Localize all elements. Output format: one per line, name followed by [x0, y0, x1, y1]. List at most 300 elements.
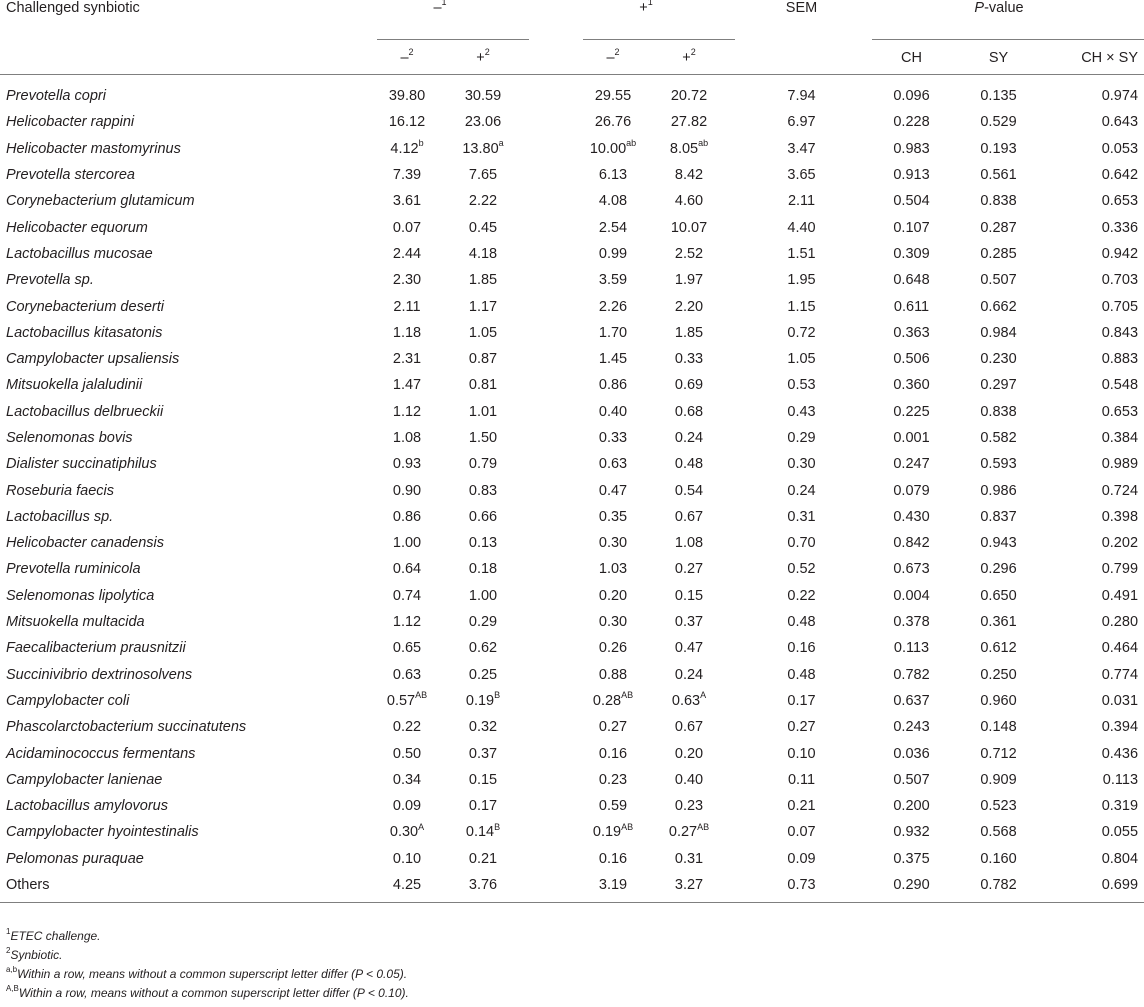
pvalue-sy: 0.960 [980, 692, 1017, 709]
species-name: Corynebacterium deserti [6, 298, 164, 315]
pvalue-sy: 0.838 [980, 403, 1017, 420]
mean-value: 0.30 [598, 614, 628, 631]
mean-value: 0.26 [598, 640, 628, 657]
species-name: Prevotella sp. [6, 272, 94, 289]
mean-value: 0.67 [674, 719, 704, 736]
subheader-ch: CH [854, 30, 951, 75]
mean-value: 0.63 [392, 666, 422, 683]
table-row [0, 75, 1144, 110]
mean-value: 3.27 [643, 872, 749, 903]
table-row [0, 346, 1144, 372]
species-name: Acidaminococcus fermentans [6, 745, 196, 762]
mean-value: 2.30 [392, 272, 422, 289]
column-header-species: Challenged synbiotic [6, 0, 140, 16]
pvalue-sy: 0.250 [980, 666, 1017, 683]
pvalue-sy: 0.986 [980, 482, 1017, 499]
mean-value: 1.50 [468, 430, 498, 446]
pvalue-ch: 0.107 [893, 219, 930, 236]
mean-value: 0.47 [598, 482, 628, 499]
mean-value: 0.50 [392, 745, 422, 762]
table-row [0, 214, 1144, 240]
pvalue-ch: 0.004 [893, 587, 930, 604]
pvalue-chxsy: 0.464 [1101, 640, 1139, 657]
significance-letter: A [700, 690, 707, 701]
sem-value: 0.73 [749, 872, 854, 903]
pvalue-ch: 0.611 [893, 298, 930, 315]
mean-value: 0.32 [468, 719, 498, 736]
sem-value: 0.21 [787, 798, 816, 815]
pvalue-sy: 0.148 [980, 719, 1017, 736]
species-name: Helicobacter mastomyrinus [6, 140, 181, 157]
mean-value: 4.12$^b$ [390, 137, 424, 157]
mean-value: 0.62 [468, 640, 498, 657]
pvalue-chxsy: 0.699 [1046, 872, 1144, 903]
pvalue-ch: 0.504 [893, 193, 930, 210]
mean-value: 0.18 [468, 561, 498, 578]
sem-value: 3.65 [787, 167, 816, 184]
species-name: Helicobacter canadensis [6, 535, 164, 552]
pvalue-chxsy: 0.774 [1101, 666, 1139, 683]
mean-value: 0.30 [598, 535, 628, 552]
pvalue-ch: 0.247 [893, 456, 930, 473]
mean-value: 3.19 [543, 872, 643, 903]
species-name: Lactobacillus kitasatonis [6, 324, 163, 341]
pvalue-sy: 0.160 [980, 850, 1017, 867]
mean-value: 0.37 [468, 745, 498, 762]
pvalue-ch: 0.430 [893, 508, 930, 525]
pvalue-sy: 0.297 [980, 377, 1017, 394]
table-row [0, 477, 1144, 503]
pvalue-chxsy: 0.113 [1102, 771, 1139, 788]
header-row-sub [0, 30, 1144, 75]
species-name: Others [0, 872, 337, 903]
table-row [0, 846, 1144, 872]
mean-value: 27.82 [670, 114, 708, 131]
mean-value: $0.28^{AB}$ [592, 690, 634, 709]
significance-letter: AB [621, 821, 634, 832]
significance-letter: AB [621, 690, 634, 701]
mean-value: 0.33 [598, 430, 628, 446]
table-row [0, 793, 1144, 819]
pvalue-chxsy: 0.319 [1101, 798, 1139, 815]
mean-value: 0.24 [674, 430, 704, 446]
species-name: Lactobacillus sp. [6, 508, 114, 525]
pvalue-sy: 0.230 [980, 351, 1017, 368]
subheader-sy: SY [951, 30, 1046, 75]
pvalue-sy: 0.568 [980, 824, 1017, 841]
column-header-sem: SEM [785, 0, 818, 16]
table-row [0, 425, 1144, 451]
table-row [0, 819, 1144, 845]
species-name: Helicobacter rappini [6, 114, 135, 131]
table-row [0, 372, 1144, 398]
pvalue-chxsy: 0.799 [1101, 561, 1139, 578]
mean-value: 0.65 [392, 640, 422, 657]
sem-value: 0.70 [787, 535, 816, 552]
footnotes [6, 927, 409, 1003]
sem-value: 0.31 [787, 508, 816, 525]
mean-value: 1.01 [468, 403, 498, 420]
mean-value: 2.22 [468, 193, 498, 210]
mean-value: 4.18 [468, 245, 498, 262]
mean-value: 1.70 [598, 324, 628, 341]
pvalue-chxsy: 0.883 [1101, 351, 1139, 368]
mean-value: 1.97 [674, 272, 704, 289]
sem-value: 0.09 [787, 850, 816, 867]
subheader-neg-pos: +$^2$ [437, 30, 543, 75]
mean-value: 10.07 [670, 219, 708, 236]
subheader-chxsy: CH × SY [1046, 30, 1144, 75]
table-row [0, 583, 1144, 609]
species-name: Lactobacillus delbrueckii [6, 403, 164, 420]
mean-value: 1.12 [392, 403, 422, 420]
sem-value: 6.97 [787, 114, 816, 131]
pvalue-ch: 0.200 [893, 798, 930, 815]
mean-value: 1.18 [392, 324, 422, 341]
pvalue-chxsy: 0.643 [1101, 114, 1139, 131]
pvalue-ch: 0.290 [854, 872, 951, 903]
sem-value: 0.29 [787, 430, 816, 446]
mean-value: 0.25 [468, 666, 498, 683]
mean-value: 0.90 [392, 482, 422, 499]
species-name: Lactobacillus amylovorus [6, 798, 168, 815]
pvalue-chxsy: 0.974 [1101, 88, 1139, 105]
mean-value: 0.40 [598, 403, 628, 420]
mean-value: 0.40 [674, 771, 704, 788]
pvalue-sy: 0.135 [980, 88, 1017, 105]
species-name: Prevotella copri [6, 88, 106, 105]
mean-value: 29.55 [594, 88, 632, 105]
mean-value: 0.16 [598, 850, 628, 867]
species-name: Mitsuokella jalaludinii [6, 377, 143, 394]
sem-value: 0.16 [787, 640, 816, 657]
pvalue-ch: 0.913 [893, 167, 930, 184]
mean-value: 3.76 [437, 872, 543, 903]
mean-value: 0.64 [392, 561, 422, 578]
species-name: Phascolarctobacterium succinatutens [6, 719, 247, 736]
pvalue-chxsy: 0.436 [1101, 745, 1139, 762]
mean-value: $0.57^{AB}$ [386, 690, 428, 709]
mean-value: 0.45 [468, 219, 498, 236]
sem-value: 1.05 [787, 351, 816, 368]
mean-value: 2.44 [392, 245, 422, 262]
mean-value: 0.87 [468, 351, 498, 368]
mean-value: 0.79 [468, 456, 498, 473]
pvalue-chxsy: 0.031 [1101, 692, 1139, 709]
pvalue-sy: 0.507 [980, 272, 1017, 289]
footnote: $^{a,b}$Within a row, means without a common superscript letter differ (P < 0.05). [6, 965, 408, 981]
pvalue-chxsy: 0.055 [1101, 824, 1139, 841]
pvalue-sy: 0.285 [980, 245, 1017, 262]
species-name: Lactobacillus mucosae [6, 245, 153, 262]
pvalue-sy: 0.838 [980, 193, 1017, 210]
mean-value: 39.80 [388, 88, 426, 105]
group-header-challenge-negative: –$^1$ [433, 0, 447, 16]
footnote: $^{A,B}$Within a row, means without a common superscript letter differ (P < 0.10). [6, 984, 409, 1000]
mean-value: 1.03 [598, 561, 628, 578]
table-row [0, 293, 1144, 319]
pvalue-ch: 0.228 [893, 114, 930, 131]
pvalue-ch: 0.001 [893, 430, 930, 446]
mean-value: 0.21 [468, 850, 498, 867]
pvalue-chxsy: 0.491 [1101, 587, 1139, 604]
pvalue-ch: 0.983 [893, 140, 930, 157]
pvalue-sy: 0.662 [980, 298, 1017, 315]
table-row [0, 530, 1144, 556]
significance-letter: B [494, 690, 501, 701]
pvalue-chxsy: 0.398 [1101, 508, 1139, 525]
species-name: Roseburia faecis [6, 482, 114, 499]
mean-value: 0.15 [468, 771, 498, 788]
pvalue-sy: 0.612 [980, 640, 1017, 657]
mean-value: 0.23 [674, 798, 704, 815]
mean-value: 0.59 [598, 798, 628, 815]
mean-value: 2.31 [392, 351, 422, 368]
mean-value: 1.00 [392, 535, 422, 552]
header-row-top [0, 0, 1144, 30]
pvalue-sy: 0.650 [980, 587, 1017, 604]
mean-value: $0.27^{AB}$ [668, 821, 710, 841]
pvalue-ch: 0.375 [893, 850, 930, 867]
sem-value: 0.30 [787, 456, 816, 473]
mean-value: 0.88 [598, 666, 628, 683]
species-name: Campylobacter coli [6, 692, 130, 709]
species-name: Selenomonas bovis [6, 430, 133, 446]
table-row [0, 714, 1144, 740]
species-name: Faecalibacterium prausnitzii [6, 640, 186, 657]
table-row [0, 504, 1144, 530]
pvalue-sy: 0.523 [980, 798, 1017, 815]
mean-value: 1.00 [468, 587, 498, 604]
pvalue-ch: 0.507 [893, 771, 930, 788]
mean-value: 1.85 [674, 324, 704, 341]
mean-value: 4.60 [674, 193, 704, 210]
mean-value: 0.20 [598, 587, 628, 604]
pvalue-sy: 0.287 [980, 219, 1017, 236]
sem-value: 0.72 [787, 324, 816, 341]
pvalue-sy: 0.296 [980, 561, 1017, 578]
pvalue-chxsy: 0.843 [1101, 324, 1139, 341]
mean-value: 0.74 [392, 587, 422, 604]
species-name: Helicobacter equorum [6, 219, 148, 236]
pvalue-ch: 0.842 [893, 535, 930, 552]
mean-value: 23.06 [464, 114, 502, 131]
pvalue-sy: 0.782 [951, 872, 1046, 903]
table-row [0, 109, 1144, 135]
mean-value: 0.33 [674, 351, 704, 368]
mean-value: 7.39 [392, 167, 422, 184]
pvalue-chxsy: 0.942 [1101, 245, 1139, 262]
mean-value: 0.66 [468, 508, 498, 525]
mean-value: 0.86 [392, 508, 422, 525]
table-row [0, 767, 1144, 793]
species-name: Campylobacter lanienae [6, 771, 163, 788]
pvalue-chxsy: 0.053 [1101, 140, 1139, 157]
pvalue-ch: 0.096 [893, 88, 930, 105]
pvalue-ch: 0.637 [893, 692, 930, 709]
sem-value: 1.15 [787, 298, 816, 315]
pvalue-ch: 0.079 [893, 482, 930, 499]
mean-value: 10.00$^{ab}$ [589, 137, 637, 157]
mean-value: 0.48 [674, 456, 704, 473]
mean-value: 0.17 [468, 798, 498, 815]
mean-value: 2.11 [393, 298, 421, 315]
species-name: Mitsuokella multacida [6, 614, 145, 631]
sem-value: 3.47 [787, 140, 816, 157]
mean-value: 3.61 [392, 193, 422, 210]
mean-value: 0.67 [674, 508, 704, 525]
pvalue-ch: 0.309 [893, 245, 930, 262]
mean-value: 0.99 [598, 245, 628, 262]
pvalue-ch: 0.363 [893, 324, 930, 341]
table-row [0, 399, 1144, 425]
mean-value: 1.05 [468, 324, 498, 341]
mean-value: 1.45 [598, 351, 628, 368]
pvalue-ch: 0.648 [893, 272, 930, 289]
footnote: $^2$Synbiotic. [6, 946, 63, 962]
pvalue-chxsy: 0.548 [1101, 377, 1139, 394]
table-row [0, 136, 1144, 162]
pvalue-chxsy: 0.804 [1101, 850, 1139, 867]
pvalue-ch: 0.673 [893, 561, 930, 578]
sem-value: 0.10 [787, 745, 816, 762]
sem-value: 0.48 [787, 666, 816, 683]
mean-value: 0.37 [674, 614, 704, 631]
pvalue-sy: 0.193 [980, 140, 1017, 157]
mean-value: 0.16 [598, 745, 628, 762]
mean-value: 0.15 [674, 587, 704, 604]
mean-value: 0.54 [674, 482, 704, 499]
pvalue-ch: 0.782 [893, 666, 930, 683]
mean-value: $0.63^A$ [671, 690, 707, 709]
sem-value: 0.07 [787, 824, 816, 841]
mean-value: 1.12 [392, 614, 422, 631]
mean-value: 20.72 [670, 88, 708, 105]
mean-value: 0.63 [598, 456, 628, 473]
pvalue-chxsy: 0.989 [1101, 456, 1139, 473]
pvalue-ch: 0.225 [893, 403, 930, 420]
mean-value: 2.52 [674, 245, 704, 262]
sem-value: 0.53 [787, 377, 816, 394]
pvalue-sy: 0.909 [980, 771, 1017, 788]
table-row [0, 688, 1144, 714]
pvalue-ch: 0.243 [893, 719, 930, 736]
pvalue-chxsy: 0.724 [1101, 482, 1139, 499]
pvalue-chxsy: 0.705 [1101, 298, 1139, 315]
mean-value: $0.30^A$ [389, 821, 425, 841]
subheader-pos-pos: +$^2$ [643, 30, 749, 75]
mean-value: 2.20 [674, 298, 704, 315]
mean-value: 4.25 [337, 872, 437, 903]
mean-value: 1.85 [468, 272, 498, 289]
sem-value: 0.17 [787, 692, 816, 709]
species-name: Prevotella ruminicola [6, 561, 141, 578]
table-row [0, 320, 1144, 346]
mean-value: $0.14^B$ [465, 821, 501, 841]
significance-letter: AB [697, 821, 710, 832]
pvalue-chxsy: 0.653 [1101, 193, 1139, 210]
mean-value: 8.42 [674, 167, 704, 184]
pvalue-sy: 0.593 [980, 456, 1017, 473]
mean-value: 0.23 [598, 771, 628, 788]
table-row [0, 188, 1144, 214]
mean-value: 2.26 [598, 298, 628, 315]
mean-value: 1.08 [674, 535, 704, 552]
mean-value: 8.05$^{ab}$ [669, 137, 709, 157]
table-row [0, 662, 1144, 688]
sem-value: 0.43 [787, 403, 816, 420]
significance-letter: a [498, 137, 504, 148]
species-name: Succinivibrio dextrinosolvens [6, 666, 193, 683]
pvalue-chxsy: 0.336 [1101, 219, 1139, 236]
mean-value: 0.13 [468, 535, 498, 552]
pvalue-ch: 0.506 [893, 351, 930, 368]
species-name: Pelomonas puraquae [6, 850, 144, 867]
pvalue-ch: 0.932 [893, 824, 930, 841]
sem-value: 1.95 [787, 272, 816, 289]
pvalue-sy: 0.529 [980, 114, 1017, 131]
mean-value: 16.12 [388, 114, 426, 131]
group-header-challenge-positive: +$^1$ [639, 0, 653, 16]
sem-value: 0.22 [787, 587, 816, 604]
table-row [0, 241, 1144, 267]
table-row [0, 872, 1144, 903]
mean-value: 0.29 [468, 614, 498, 631]
mean-value: 0.68 [674, 403, 704, 420]
mean-value: 0.35 [598, 508, 628, 525]
sem-value: 0.11 [787, 771, 816, 788]
mean-value: 0.83 [468, 482, 498, 499]
pvalue-chxsy: 0.653 [1101, 403, 1139, 420]
pvalue-ch: 0.113 [893, 640, 930, 657]
mean-value: $0.19^B$ [465, 690, 501, 709]
sem-value: 7.94 [787, 88, 816, 105]
mean-value: 0.09 [392, 798, 422, 815]
pvalue-chxsy: 0.394 [1101, 719, 1139, 736]
pvalue-sy: 0.943 [980, 535, 1017, 552]
significance-letter: ab [698, 137, 709, 148]
pvalue-sy: 0.837 [980, 508, 1017, 525]
table-row [0, 556, 1144, 582]
sem-value: 0.24 [787, 482, 816, 499]
species-name: Campylobacter hyointestinalis [6, 824, 199, 841]
pvalue-sy: 0.361 [980, 614, 1017, 631]
group-header-pvalue: P-value [974, 0, 1024, 16]
mean-value: 0.27 [598, 719, 628, 736]
mean-value: 13.80$^a$ [462, 137, 504, 157]
mean-value: 0.31 [674, 850, 704, 867]
species-name: Selenomonas lipolytica [6, 587, 155, 604]
mean-value: 1.08 [392, 430, 422, 446]
significance-letter: b [418, 137, 424, 148]
mean-value: $0.19^{AB}$ [592, 821, 634, 841]
table-row [0, 740, 1144, 766]
sem-value: 1.51 [787, 245, 816, 262]
mean-value: 0.22 [392, 719, 422, 736]
mean-value: 1.17 [468, 298, 498, 315]
mean-value: 1.47 [392, 377, 422, 394]
table-row [0, 267, 1144, 293]
sem-value: 0.48 [787, 614, 816, 631]
table-row [0, 162, 1144, 188]
table-row [0, 451, 1144, 477]
pvalue-ch: 0.360 [893, 377, 930, 394]
table-row [0, 609, 1144, 635]
mean-value: 0.20 [674, 745, 704, 762]
significance-letter: AB [415, 690, 428, 701]
mean-value: 0.10 [392, 850, 422, 867]
mean-value: 0.34 [392, 771, 422, 788]
